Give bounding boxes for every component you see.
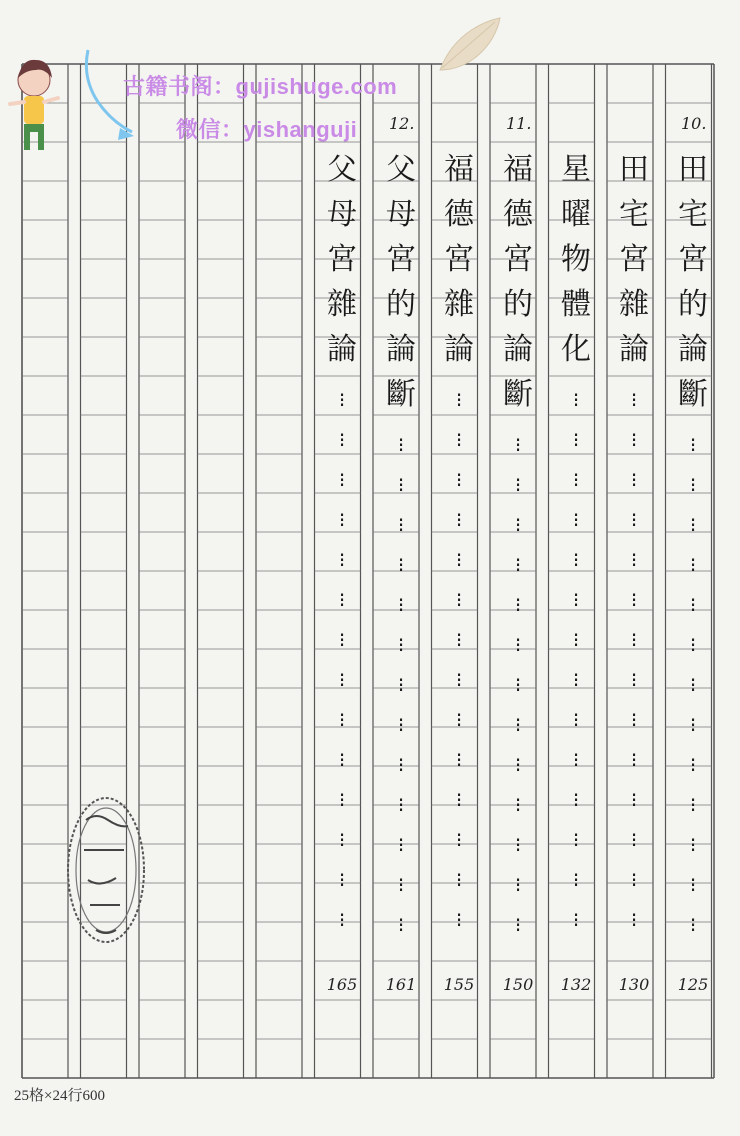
leader-dots: ⁝ (397, 873, 405, 897)
leader-dots: ⁝ (338, 668, 346, 692)
leader-dots: ⁝ (455, 668, 463, 692)
entry-title-char: 斷 (386, 377, 416, 412)
leader-dots: ⁝ (630, 468, 638, 492)
leader-dots: ⁝ (572, 668, 580, 692)
leader-dots: ⁝ (572, 588, 580, 612)
leader-dots: ⁝ (455, 428, 463, 452)
leader-dots: ⁝ (630, 828, 638, 852)
leader-dots: ⁝ (572, 628, 580, 652)
leader-dots: ⁝ (572, 388, 580, 412)
cartoon-girl-icon (10, 60, 58, 150)
page-number: 165 (326, 975, 358, 994)
red-seal-stamp (68, 798, 144, 942)
leader-dots: ⁝ (689, 833, 697, 857)
leader-dots: ⁝ (514, 553, 522, 577)
entry-title-char: 論 (444, 332, 474, 367)
leader-dots: ⁝ (689, 793, 697, 817)
leader-dots: ⁝ (338, 748, 346, 772)
leader-dots: ⁝ (338, 548, 346, 572)
leader-dots: ⁝ (397, 473, 405, 497)
entry-title-char: 斷 (678, 377, 708, 412)
leader-dots: ⁝ (514, 713, 522, 737)
page-number: 130 (618, 975, 650, 994)
leader-dots: ⁝ (514, 793, 522, 817)
leader-dots: ⁝ (572, 868, 580, 892)
leader-dots: ⁝ (514, 633, 522, 657)
entry-title-char: 田 (678, 152, 708, 187)
watermark-line-2: 微信：yishanguji (176, 117, 358, 142)
leader-dots: ⁝ (455, 908, 463, 932)
entry-title-char: 曜 (561, 197, 591, 232)
paper-format-label: 25格×24行600 (14, 1088, 105, 1104)
entry-title-char: 福 (503, 152, 533, 187)
leader-dots: ⁝ (572, 468, 580, 492)
leader-dots: ⁝ (397, 673, 405, 697)
leader-dots: ⁝ (514, 433, 522, 457)
leader-dots: ⁝ (630, 708, 638, 732)
entry-title-char: 的 (678, 287, 708, 322)
entry-title-char: 論 (619, 332, 649, 367)
leader-dots: ⁝ (630, 588, 638, 612)
leader-dots: ⁝ (630, 428, 638, 452)
watermark-line-1: 古籍书阁：gujishuge.com (123, 74, 398, 99)
leader-dots: ⁝ (689, 633, 697, 657)
leader-dots: ⁝ (514, 753, 522, 777)
leader-dots: ⁝ (338, 588, 346, 612)
leader-dots: ⁝ (630, 548, 638, 572)
entry-title-char: 雜 (619, 287, 649, 322)
leader-dots: ⁝ (514, 473, 522, 497)
leader-dots: ⁝ (397, 833, 405, 857)
leader-dots: ⁝ (630, 908, 638, 932)
leader-dots: ⁝ (689, 593, 697, 617)
entry-title-char: 論 (327, 332, 357, 367)
leader-dots: ⁝ (338, 628, 346, 652)
page-number: 155 (443, 975, 475, 994)
page-number: 150 (502, 975, 534, 994)
entry-title-char: 德 (444, 197, 474, 232)
entry-title-char: 雜 (444, 287, 474, 322)
entry-title-char: 物 (561, 242, 591, 277)
entry-title-char: 論 (386, 332, 416, 367)
leader-dots: ⁝ (455, 588, 463, 612)
leader-dots: ⁝ (630, 628, 638, 652)
leader-dots: ⁝ (455, 388, 463, 412)
leader-dots: ⁝ (338, 508, 346, 532)
entry-title-char: 宮 (386, 242, 416, 277)
section-number: 12. (389, 114, 415, 133)
leader-dots: ⁝ (338, 788, 346, 812)
entry-title-char: 斷 (503, 377, 533, 412)
leader-dots: ⁝ (514, 673, 522, 697)
leader-dots: ⁝ (572, 508, 580, 532)
entry-title-char: 化 (561, 332, 591, 367)
grid-lines (22, 64, 714, 1078)
leader-dots: ⁝ (455, 788, 463, 812)
leader-dots: ⁝ (455, 828, 463, 852)
leader-dots: ⁝ (338, 868, 346, 892)
leader-dots: ⁝ (572, 748, 580, 772)
leader-dots: ⁝ (338, 388, 346, 412)
leader-dots: ⁝ (455, 508, 463, 532)
leader-dots: ⁝ (630, 868, 638, 892)
leader-dots: ⁝ (514, 593, 522, 617)
leader-dots: ⁝ (397, 713, 405, 737)
leader-dots: ⁝ (689, 673, 697, 697)
leader-dots: ⁝ (397, 513, 405, 537)
leader-dots: ⁝ (397, 433, 405, 457)
entry-title-char: 德 (503, 197, 533, 232)
leader-dots: ⁝ (338, 708, 346, 732)
leader-dots: ⁝ (514, 833, 522, 857)
leader-dots: ⁝ (455, 708, 463, 732)
leader-dots: ⁝ (514, 513, 522, 537)
leader-dots: ⁝ (455, 628, 463, 652)
leader-dots: ⁝ (689, 433, 697, 457)
leader-dots: ⁝ (572, 788, 580, 812)
entry-title-char: 母 (386, 197, 416, 232)
leader-dots: ⁝ (455, 548, 463, 572)
leader-dots: ⁝ (689, 713, 697, 737)
entry-title-char: 宮 (327, 242, 357, 277)
leader-dots: ⁝ (455, 868, 463, 892)
leader-dots: ⁝ (689, 753, 697, 777)
leader-dots: ⁝ (338, 828, 346, 852)
page-number: 125 (677, 975, 709, 994)
entry-title-char: 星 (561, 152, 591, 187)
leader-dots: ⁝ (630, 668, 638, 692)
leader-dots: ⁝ (689, 513, 697, 537)
leader-dots: ⁝ (689, 873, 697, 897)
leader-dots: ⁝ (572, 908, 580, 932)
section-number: 10. (681, 114, 707, 133)
leader-dots: ⁝ (514, 913, 522, 937)
entry-title-char: 雜 (327, 287, 357, 322)
leader-dots: ⁝ (338, 468, 346, 492)
leader-dots: ⁝ (397, 553, 405, 577)
entry-title-char: 父 (386, 152, 416, 187)
entry-title-char: 宮 (678, 242, 708, 277)
leader-dots: ⁝ (630, 788, 638, 812)
leader-dots: ⁝ (397, 593, 405, 617)
entry-title-char: 宮 (444, 242, 474, 277)
leader-dots: ⁝ (397, 633, 405, 657)
entry-title-char: 宅 (678, 197, 708, 232)
leader-dots: ⁝ (338, 908, 346, 932)
leader-dots: ⁝ (689, 473, 697, 497)
entry-title-char: 的 (386, 287, 416, 322)
leader-dots: ⁝ (572, 428, 580, 452)
section-number: 11. (506, 114, 532, 133)
entry-title-char: 宮 (619, 242, 649, 277)
entry-title-char: 福 (444, 152, 474, 187)
leader-dots: ⁝ (455, 748, 463, 772)
entry-title-char: 田 (619, 152, 649, 187)
leader-dots: ⁝ (338, 428, 346, 452)
leader-dots: ⁝ (572, 548, 580, 572)
entry-title-char: 論 (678, 332, 708, 367)
leader-dots: ⁝ (397, 753, 405, 777)
leaf-icon (440, 18, 500, 70)
leader-dots: ⁝ (514, 873, 522, 897)
leader-dots: ⁝ (630, 388, 638, 412)
leader-dots: ⁝ (630, 748, 638, 772)
leader-dots: ⁝ (689, 913, 697, 937)
leader-dots: ⁝ (397, 793, 405, 817)
leader-dots: ⁝ (689, 553, 697, 577)
leader-dots: ⁝ (572, 828, 580, 852)
entry-title-char: 體 (561, 287, 591, 322)
entry-title-char: 宅 (619, 197, 649, 232)
entry-title-char: 的 (503, 287, 533, 322)
entry-title-char: 論 (503, 332, 533, 367)
entry-title-char: 母 (327, 197, 357, 232)
leader-dots: ⁝ (397, 913, 405, 937)
leader-dots: ⁝ (572, 708, 580, 732)
leader-dots: ⁝ (630, 508, 638, 532)
entry-title-char: 宮 (503, 242, 533, 277)
page-number: 161 (385, 975, 417, 994)
entry-title-char: 父 (327, 152, 357, 187)
page-number: 132 (560, 975, 592, 994)
leader-dots: ⁝ (455, 468, 463, 492)
